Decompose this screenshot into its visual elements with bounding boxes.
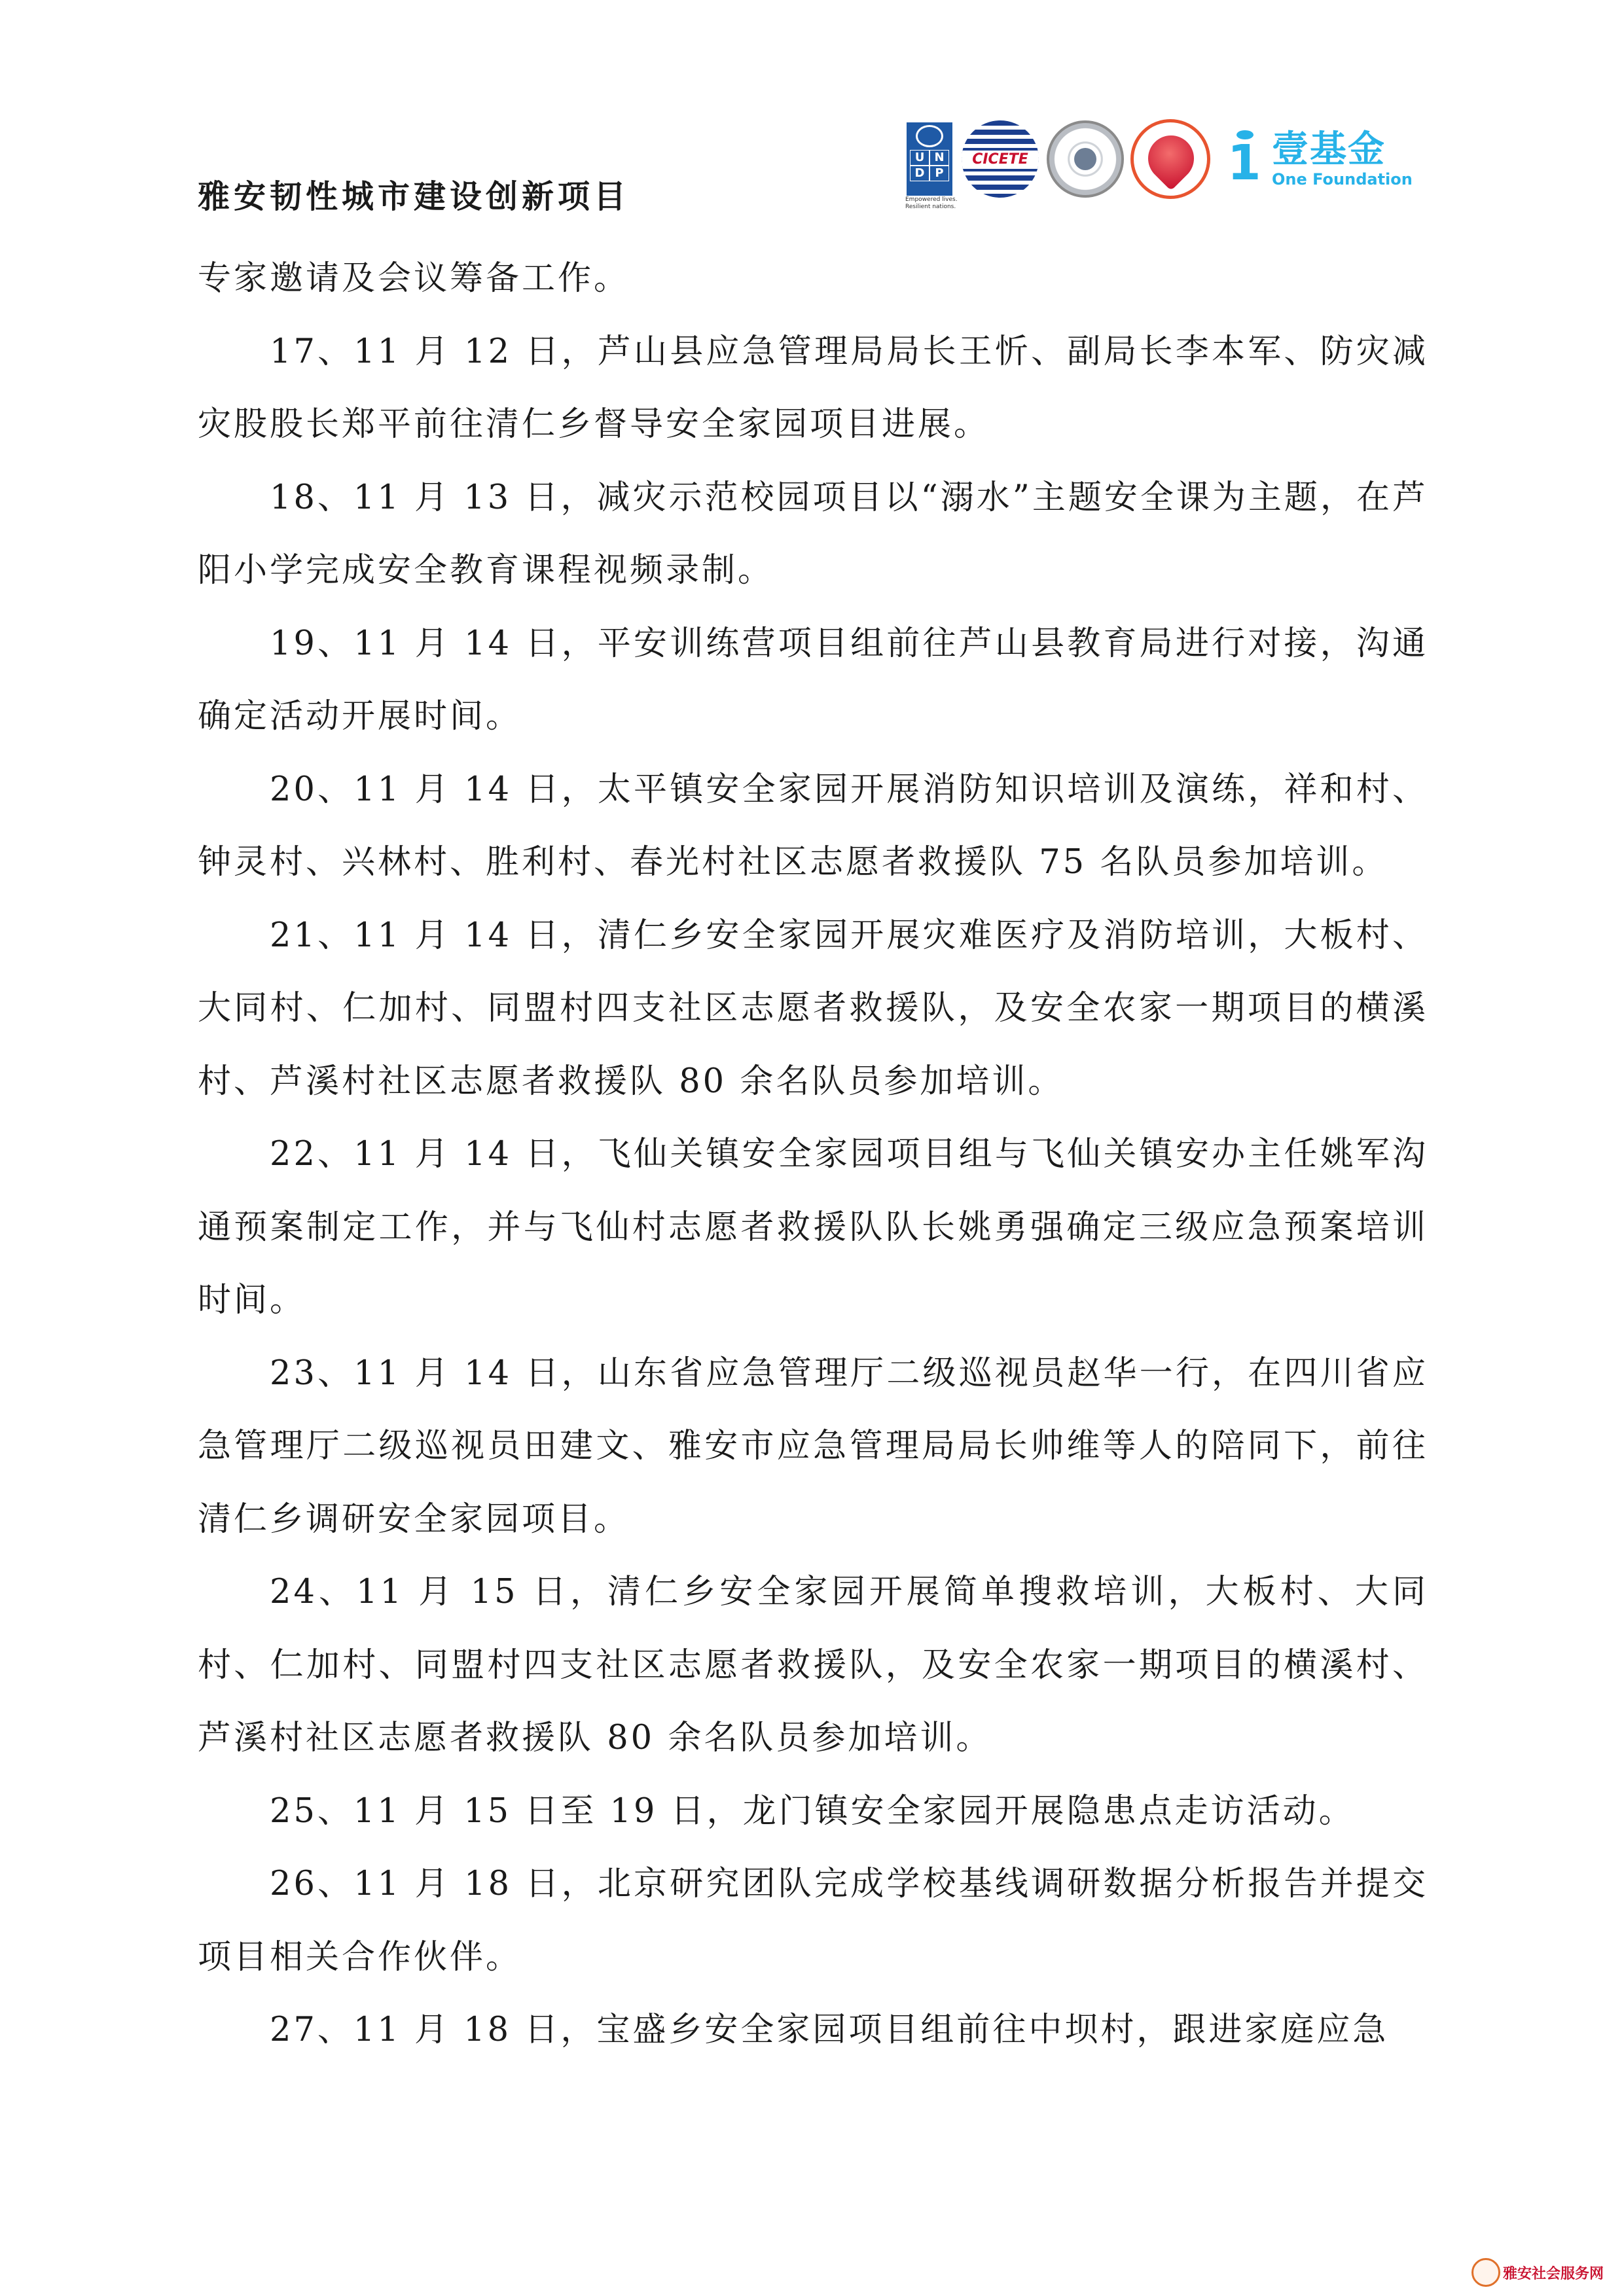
body-paragraph: 20、11 月 14 日，太平镇安全家园开展消防知识培训及演练，祥和村、钟灵村、兴林村、胜利村、春光村社区志愿者救援队 75 名队员参加培训。 (198, 770, 1428, 882)
body-paragraph: 23、11 月 14 日，山东省应急管理厅二级巡视员赵华一行，在四川省应急管理厅二级巡视员田建文、雅安市应急管理局局长帅维等人的陪同下，前往清仁乡调研安全家园项目。 (198, 1354, 1428, 1539)
page-header-title: 雅安韧性城市建设创新项目 (198, 177, 630, 215)
body-paragraph: 22、11 月 14 日，飞仙关镇安全家园项目组与飞仙关镇安办主任姚军沟通预案制定工作，并与飞仙村志愿者救援队队长姚勇强确定三级应急预案培训时间。 (198, 1135, 1428, 1319)
watermark-logo-icon (1471, 2258, 1500, 2287)
document-body (198, 242, 1428, 2067)
body-paragraph: 19、11 月 14 日，平安训练营项目组前往芦山县教育局进行对接，沟通确定活动开展时间。 (198, 624, 1428, 736)
body-paragraph: 25、11 月 15 日至 19 日，龙门镇安全家园开展隐患点走访活动。 (270, 1791, 1355, 1831)
one-foundation-name-en: One Foundation (1272, 170, 1413, 188)
undp-letter: N (929, 150, 949, 166)
institute-seal-logo (1047, 120, 1124, 198)
undp-letter: D (910, 166, 929, 181)
body-paragraph: 17、11 月 12 日，芦山县应急管理局局长王忻、副局长李本军、防灾减灾股股长郑平前往清仁乡督导安全家园项目进展。 (198, 332, 1428, 444)
one-foundation-name-cn: 壹基金 (1272, 128, 1386, 171)
cicete-logo (962, 120, 1039, 198)
body-paragraph: 21、11 月 14 日，清仁乡安全家园开展灾难医疗及消防培训，大板村、大同村、仁加村、同盟村四支社区志愿者救援队，及安全农家一期项目的横溪村、芦溪村社区志愿者救援队 80 余名队员参加培训。 (198, 916, 1428, 1101)
body-paragraph: 26、11 月 18 日，北京研究团队完成学校基线调研数据分析报告并提交项目相关合作伙伴。 (198, 1865, 1428, 1977)
heart-charity-logo (1130, 119, 1210, 199)
cicete-logo-text: CICETE (962, 151, 1039, 169)
undp-tagline: Empowered lives. Resilient nations. (905, 196, 958, 210)
body-paragraph: 专家邀请及会议筹备工作。 (198, 259, 630, 298)
body-paragraph: 24、11 月 15 日，清仁乡安全家园开展简单搜救培训，大板村、大同村、仁加村、同盟村四支社区志愿者救援队，及安全农家一期项目的横溪村、芦溪村社区志愿者救援队 80 余名队员参加培训。 (198, 1573, 1428, 1757)
one-foundation-logo (1222, 128, 1413, 190)
one-foundation-icon: 1 (1222, 128, 1268, 190)
site-watermark (1471, 2258, 1604, 2287)
body-paragraph: 18、11 月 13 日，减灾示范校园项目以“溺水”主题安全课为主题，在芦阳小学完成安全教育课程视频录制。 (198, 478, 1428, 590)
undp-letter: U (910, 150, 929, 166)
undp-logo (907, 122, 952, 196)
partner-logos (907, 120, 1430, 198)
un-globe-icon (916, 125, 943, 147)
watermark-text: 雅安社会服务网 (1503, 2265, 1604, 2282)
body-paragraph: 27、11 月 18 日，宝盛乡安全家园项目组前往中坝村，跟进家庭应急 (270, 2011, 1389, 2049)
undp-letter: P (929, 166, 949, 181)
